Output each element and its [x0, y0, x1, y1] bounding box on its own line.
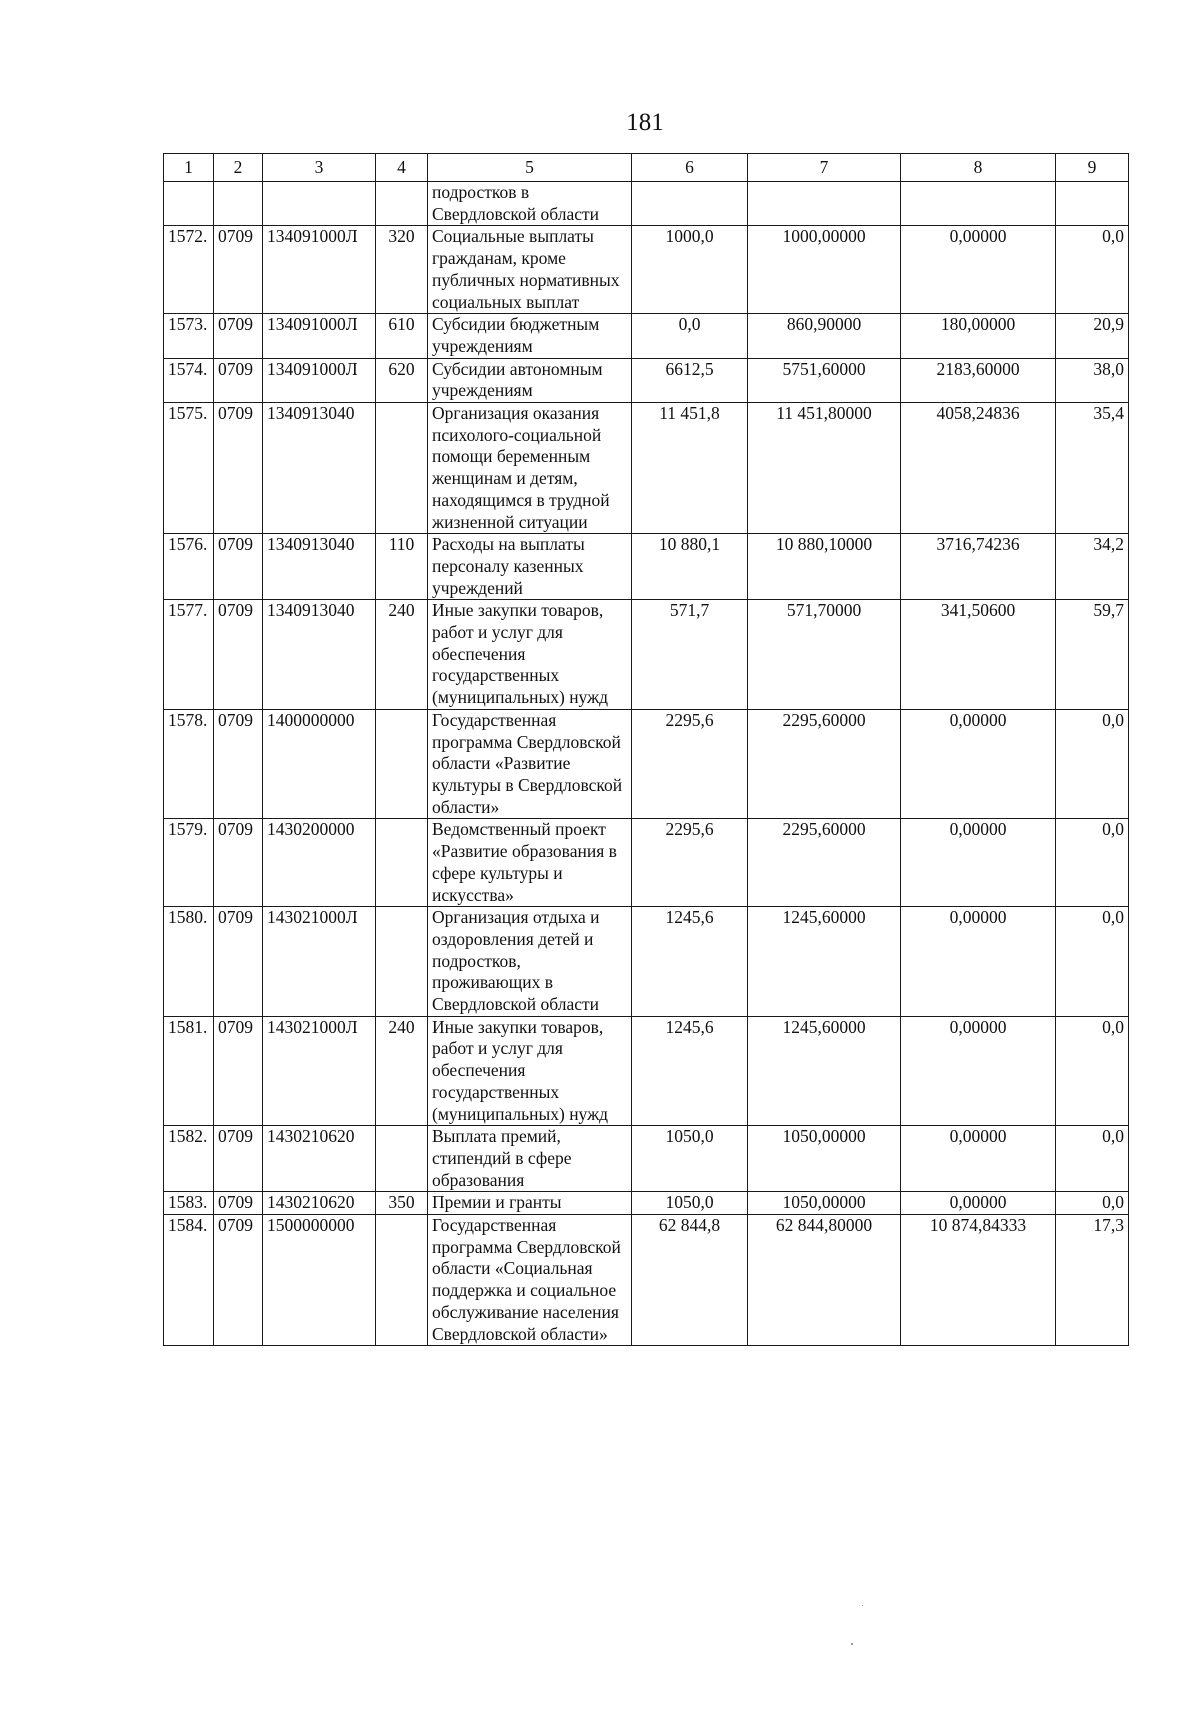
budget-amount: 11 451,80000	[748, 403, 901, 534]
target-code: 1340913040	[263, 600, 376, 710]
header-cell: 8	[901, 154, 1056, 182]
row-number: 1579.	[164, 819, 214, 907]
expense-type	[376, 1215, 428, 1346]
table-row	[164, 819, 1129, 907]
planned-amount: 2295,6	[632, 709, 748, 819]
expense-type: 110	[376, 534, 428, 600]
row-number: 1573.	[164, 314, 214, 358]
row-number: 1581.	[164, 1016, 214, 1126]
item-name: Иные закупки товаров, работ и услуг для обеспечения государственных (муниципальных) нужд	[428, 600, 632, 710]
table-row	[164, 182, 1129, 226]
table-row	[164, 403, 1129, 534]
row-number: 1584.	[164, 1215, 214, 1346]
expense-type: 610	[376, 314, 428, 358]
section-code: 0709	[214, 1126, 263, 1192]
target-code: 1430210620	[263, 1126, 376, 1192]
planned-amount: 10 880,1	[632, 534, 748, 600]
execution-percent: 0,0	[1056, 226, 1129, 314]
planned-amount: 571,7	[632, 600, 748, 710]
budget-amount: 1245,60000	[748, 1016, 901, 1126]
executed-amount: 0,00000	[901, 1126, 1056, 1192]
section-code: 0709	[214, 1215, 263, 1346]
execution-percent: 0,0	[1056, 709, 1129, 819]
execution-percent: 35,4	[1056, 403, 1129, 534]
scan-speck	[851, 1643, 853, 1645]
executed-amount: 0,00000	[901, 819, 1056, 907]
planned-amount: 0,0	[632, 314, 748, 358]
executed-amount: 4058,24836	[901, 403, 1056, 534]
row-number	[164, 182, 214, 226]
table-row	[164, 314, 1129, 358]
item-name: Расходы на выплаты персоналу казенных учреждений	[428, 534, 632, 600]
item-name: Субсидии бюджетным учреждениям	[428, 314, 632, 358]
expense-type: 320	[376, 226, 428, 314]
budget-amount: 1245,60000	[748, 907, 901, 1017]
target-code: 1430210620	[263, 1192, 376, 1215]
executed-amount: 0,00000	[901, 1016, 1056, 1126]
header-row	[164, 154, 1129, 182]
header-cell: 3	[263, 154, 376, 182]
budget-amount: 571,70000	[748, 600, 901, 710]
planned-amount: 6612,5	[632, 358, 748, 402]
target-code	[263, 182, 376, 226]
budget-amount: 2295,60000	[748, 709, 901, 819]
row-number: 1583.	[164, 1192, 214, 1215]
budget-amount	[748, 182, 901, 226]
planned-amount: 1000,0	[632, 226, 748, 314]
target-code: 134091000Л	[263, 314, 376, 358]
item-name: подростков в Свердловской области	[428, 182, 632, 226]
row-number: 1574.	[164, 358, 214, 402]
row-number: 1577.	[164, 600, 214, 710]
executed-amount: 0,00000	[901, 226, 1056, 314]
row-number: 1572.	[164, 226, 214, 314]
section-code: 0709	[214, 226, 263, 314]
expense-type	[376, 403, 428, 534]
target-code: 143021000Л	[263, 907, 376, 1017]
header-cell: 9	[1056, 154, 1129, 182]
expense-type	[376, 819, 428, 907]
budget-amount: 1050,00000	[748, 1126, 901, 1192]
execution-percent: 34,2	[1056, 534, 1129, 600]
executed-amount: 2183,60000	[901, 358, 1056, 402]
table-row	[164, 226, 1129, 314]
target-code: 1340913040	[263, 403, 376, 534]
expense-type	[376, 709, 428, 819]
table-row	[164, 600, 1129, 710]
expense-type	[376, 907, 428, 1017]
section-code	[214, 182, 263, 226]
executed-amount: 3716,74236	[901, 534, 1056, 600]
execution-percent	[1056, 182, 1129, 226]
expense-type: 350	[376, 1192, 428, 1215]
target-code: 134091000Л	[263, 358, 376, 402]
item-name: Премии и гранты	[428, 1192, 632, 1215]
budget-amount: 62 844,80000	[748, 1215, 901, 1346]
planned-amount	[632, 182, 748, 226]
planned-amount: 1050,0	[632, 1192, 748, 1215]
section-code: 0709	[214, 819, 263, 907]
executed-amount: 10 874,84333	[901, 1215, 1056, 1346]
budget-table	[163, 153, 1129, 1346]
executed-amount: 180,00000	[901, 314, 1056, 358]
budget-amount: 10 880,10000	[748, 534, 901, 600]
target-code: 1500000000	[263, 1215, 376, 1346]
planned-amount: 2295,6	[632, 819, 748, 907]
table-row	[164, 1192, 1129, 1215]
section-code: 0709	[214, 403, 263, 534]
target-code: 134091000Л	[263, 226, 376, 314]
table-row	[164, 1215, 1129, 1346]
planned-amount: 11 451,8	[632, 403, 748, 534]
target-code: 1340913040	[263, 534, 376, 600]
executed-amount: 0,00000	[901, 709, 1056, 819]
expense-type: 240	[376, 1016, 428, 1126]
section-code: 0709	[214, 907, 263, 1017]
section-code: 0709	[214, 600, 263, 710]
item-name: Организация оказания психолого-социальной помощи беременным женщинам и детям, находящимся в трудной жизненной ситуации	[428, 403, 632, 534]
section-code: 0709	[214, 534, 263, 600]
budget-amount: 5751,60000	[748, 358, 901, 402]
execution-percent: 0,0	[1056, 819, 1129, 907]
execution-percent: 0,0	[1056, 907, 1129, 1017]
table-row	[164, 1126, 1129, 1192]
item-name: Выплата премий, стипендий в сфере образования	[428, 1126, 632, 1192]
target-code: 1400000000	[263, 709, 376, 819]
scan-speck	[862, 1605, 863, 1606]
header-cell: 2	[214, 154, 263, 182]
execution-percent: 0,0	[1056, 1192, 1129, 1215]
row-number: 1578.	[164, 709, 214, 819]
item-name: Государственная программа Свердловской области «Социальная поддержка и социальное обслуживание населения Свердловской области»	[428, 1215, 632, 1346]
row-number: 1575.	[164, 403, 214, 534]
budget-amount: 860,90000	[748, 314, 901, 358]
section-code: 0709	[214, 314, 263, 358]
header-cell: 1	[164, 154, 214, 182]
section-code: 0709	[214, 709, 263, 819]
table-row	[164, 907, 1129, 1017]
header-cell: 5	[428, 154, 632, 182]
target-code: 143021000Л	[263, 1016, 376, 1126]
section-code: 0709	[214, 1192, 263, 1215]
planned-amount: 1050,0	[632, 1126, 748, 1192]
expense-type	[376, 182, 428, 226]
execution-percent: 0,0	[1056, 1016, 1129, 1126]
item-name: Иные закупки товаров, работ и услуг для обеспечения государственных (муниципальных) нужд	[428, 1016, 632, 1126]
expense-type: 620	[376, 358, 428, 402]
header-cell: 7	[748, 154, 901, 182]
executed-amount: 0,00000	[901, 907, 1056, 1017]
section-code: 0709	[214, 358, 263, 402]
section-code: 0709	[214, 1016, 263, 1126]
page-number: 181	[626, 109, 664, 136]
executed-amount: 341,50600	[901, 600, 1056, 710]
planned-amount: 1245,6	[632, 907, 748, 1017]
budget-amount: 1050,00000	[748, 1192, 901, 1215]
expense-type	[376, 1126, 428, 1192]
table-row	[164, 709, 1129, 819]
item-name: Организация отдыха и оздоровления детей и подростков, проживающих в Свердловской области	[428, 907, 632, 1017]
execution-percent: 20,9	[1056, 314, 1129, 358]
table-row	[164, 534, 1129, 600]
execution-percent: 59,7	[1056, 600, 1129, 710]
row-number: 1580.	[164, 907, 214, 1017]
row-number: 1576.	[164, 534, 214, 600]
item-name: Социальные выплаты гражданам, кроме публичных нормативных социальных выплат	[428, 226, 632, 314]
header-cell: 6	[632, 154, 748, 182]
table-row	[164, 1016, 1129, 1126]
planned-amount: 62 844,8	[632, 1215, 748, 1346]
item-name: Государственная программа Свердловской области «Развитие культуры в Свердловской области»	[428, 709, 632, 819]
row-number: 1582.	[164, 1126, 214, 1192]
planned-amount: 1245,6	[632, 1016, 748, 1126]
execution-percent: 0,0	[1056, 1126, 1129, 1192]
execution-percent: 17,3	[1056, 1215, 1129, 1346]
execution-percent: 38,0	[1056, 358, 1129, 402]
table-row	[164, 358, 1129, 402]
executed-amount	[901, 182, 1056, 226]
expense-type: 240	[376, 600, 428, 710]
header-cell: 4	[376, 154, 428, 182]
target-code: 1430200000	[263, 819, 376, 907]
executed-amount: 0,00000	[901, 1192, 1056, 1215]
budget-amount: 2295,60000	[748, 819, 901, 907]
budget-amount: 1000,00000	[748, 226, 901, 314]
item-name: Субсидии автономным учреждениям	[428, 358, 632, 402]
item-name: Ведомственный проект «Развитие образования в сфере культуры и искусства»	[428, 819, 632, 907]
